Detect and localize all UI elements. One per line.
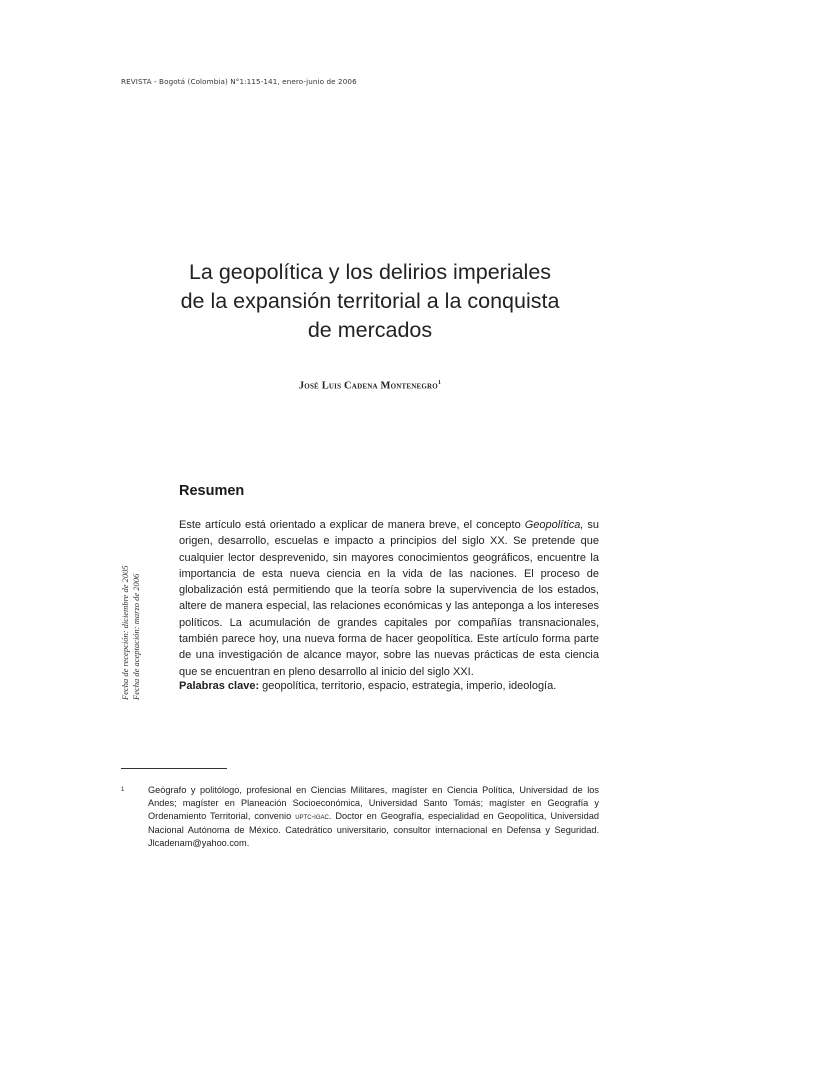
author-byline bbox=[160, 380, 580, 392]
abstract-text: su origen, desarrollo, escuelas e impacto a principios del siglo XX. Se pretende que cualquier lector desprevenido, sin mayores conocimientos geográficos, encuentre la importancia de esta nueva ciencia en la vida de las naciones. El proceso de globalización está permitiendo que la teoría sobre la supervivencia de los estados, altere de manera especial, las relaciones económicas y las anteponga a los intereses políticos. La acumulación de grandes capitales por compañías transnacionales, también parece hoy, una nueva forma de hacer geopolítica. Este artículo forma parte de una investigación de alcance mayor, sobre las nuevas prácticas de esta ciencia que se encuentran en pleno desarrollo al inicio del siglo XXI. bbox=[179, 519, 599, 678]
running-head: REVISTA - Bogotá (Colombia) N°1:115-141, enero-junio de 2006 bbox=[121, 77, 357, 86]
footnote-small-caps: uptc-igac bbox=[295, 812, 329, 822]
footnote-mark: 1 bbox=[121, 787, 125, 793]
footnote-ref: 1 bbox=[437, 380, 442, 386]
footnote-text-part: . Doctor en Geografía, especialidad en Geopolítica, Universidad Nacional Autónoma de México. Catedrático universitario, consultor internacional en Defensa y Seguridad. Jlcadenam@yahoo.com. bbox=[148, 811, 599, 848]
abstract-body bbox=[179, 517, 599, 680]
abstract-heading: Resumen bbox=[179, 483, 245, 499]
keywords bbox=[179, 680, 556, 692]
date-accepted: Fecha de aceptación: marzo de 2006 bbox=[131, 573, 141, 700]
footnote-text-part: Geógrafo y politólogo, profesional en Ciencias Militares, magíster en Ciencia Política, Universidad de los Andes; magíster en Planeación Socioeconómica, Universidad Santo Tomás; magíster en Geografía y Ordenamiento Territorial, convenio bbox=[148, 785, 599, 822]
abstract-italic-term: Geopolítica, bbox=[524, 519, 584, 531]
keywords-values: geopolítica, territorio, espacio, estrategia, imperio, ideología. bbox=[259, 680, 557, 692]
title-line: de la expansión territorial a la conquista bbox=[180, 289, 560, 313]
abstract-text: Este artículo está orientado a explicar de manera breve, el concepto bbox=[179, 519, 525, 531]
footnote-divider bbox=[121, 768, 227, 769]
article-title bbox=[160, 258, 580, 345]
author-name: José Luis Cadena Montenegro bbox=[298, 380, 438, 392]
keywords-label: Palabras clave: bbox=[179, 680, 260, 692]
date-received: Fecha de recepción: diciembre de 2005 bbox=[120, 565, 130, 700]
title-line: de mercados bbox=[307, 318, 433, 342]
footnote-text bbox=[148, 784, 599, 850]
submission-dates bbox=[120, 565, 142, 700]
title-line: La geopolítica y los delirios imperiales bbox=[188, 260, 552, 284]
footnote bbox=[121, 784, 599, 850]
